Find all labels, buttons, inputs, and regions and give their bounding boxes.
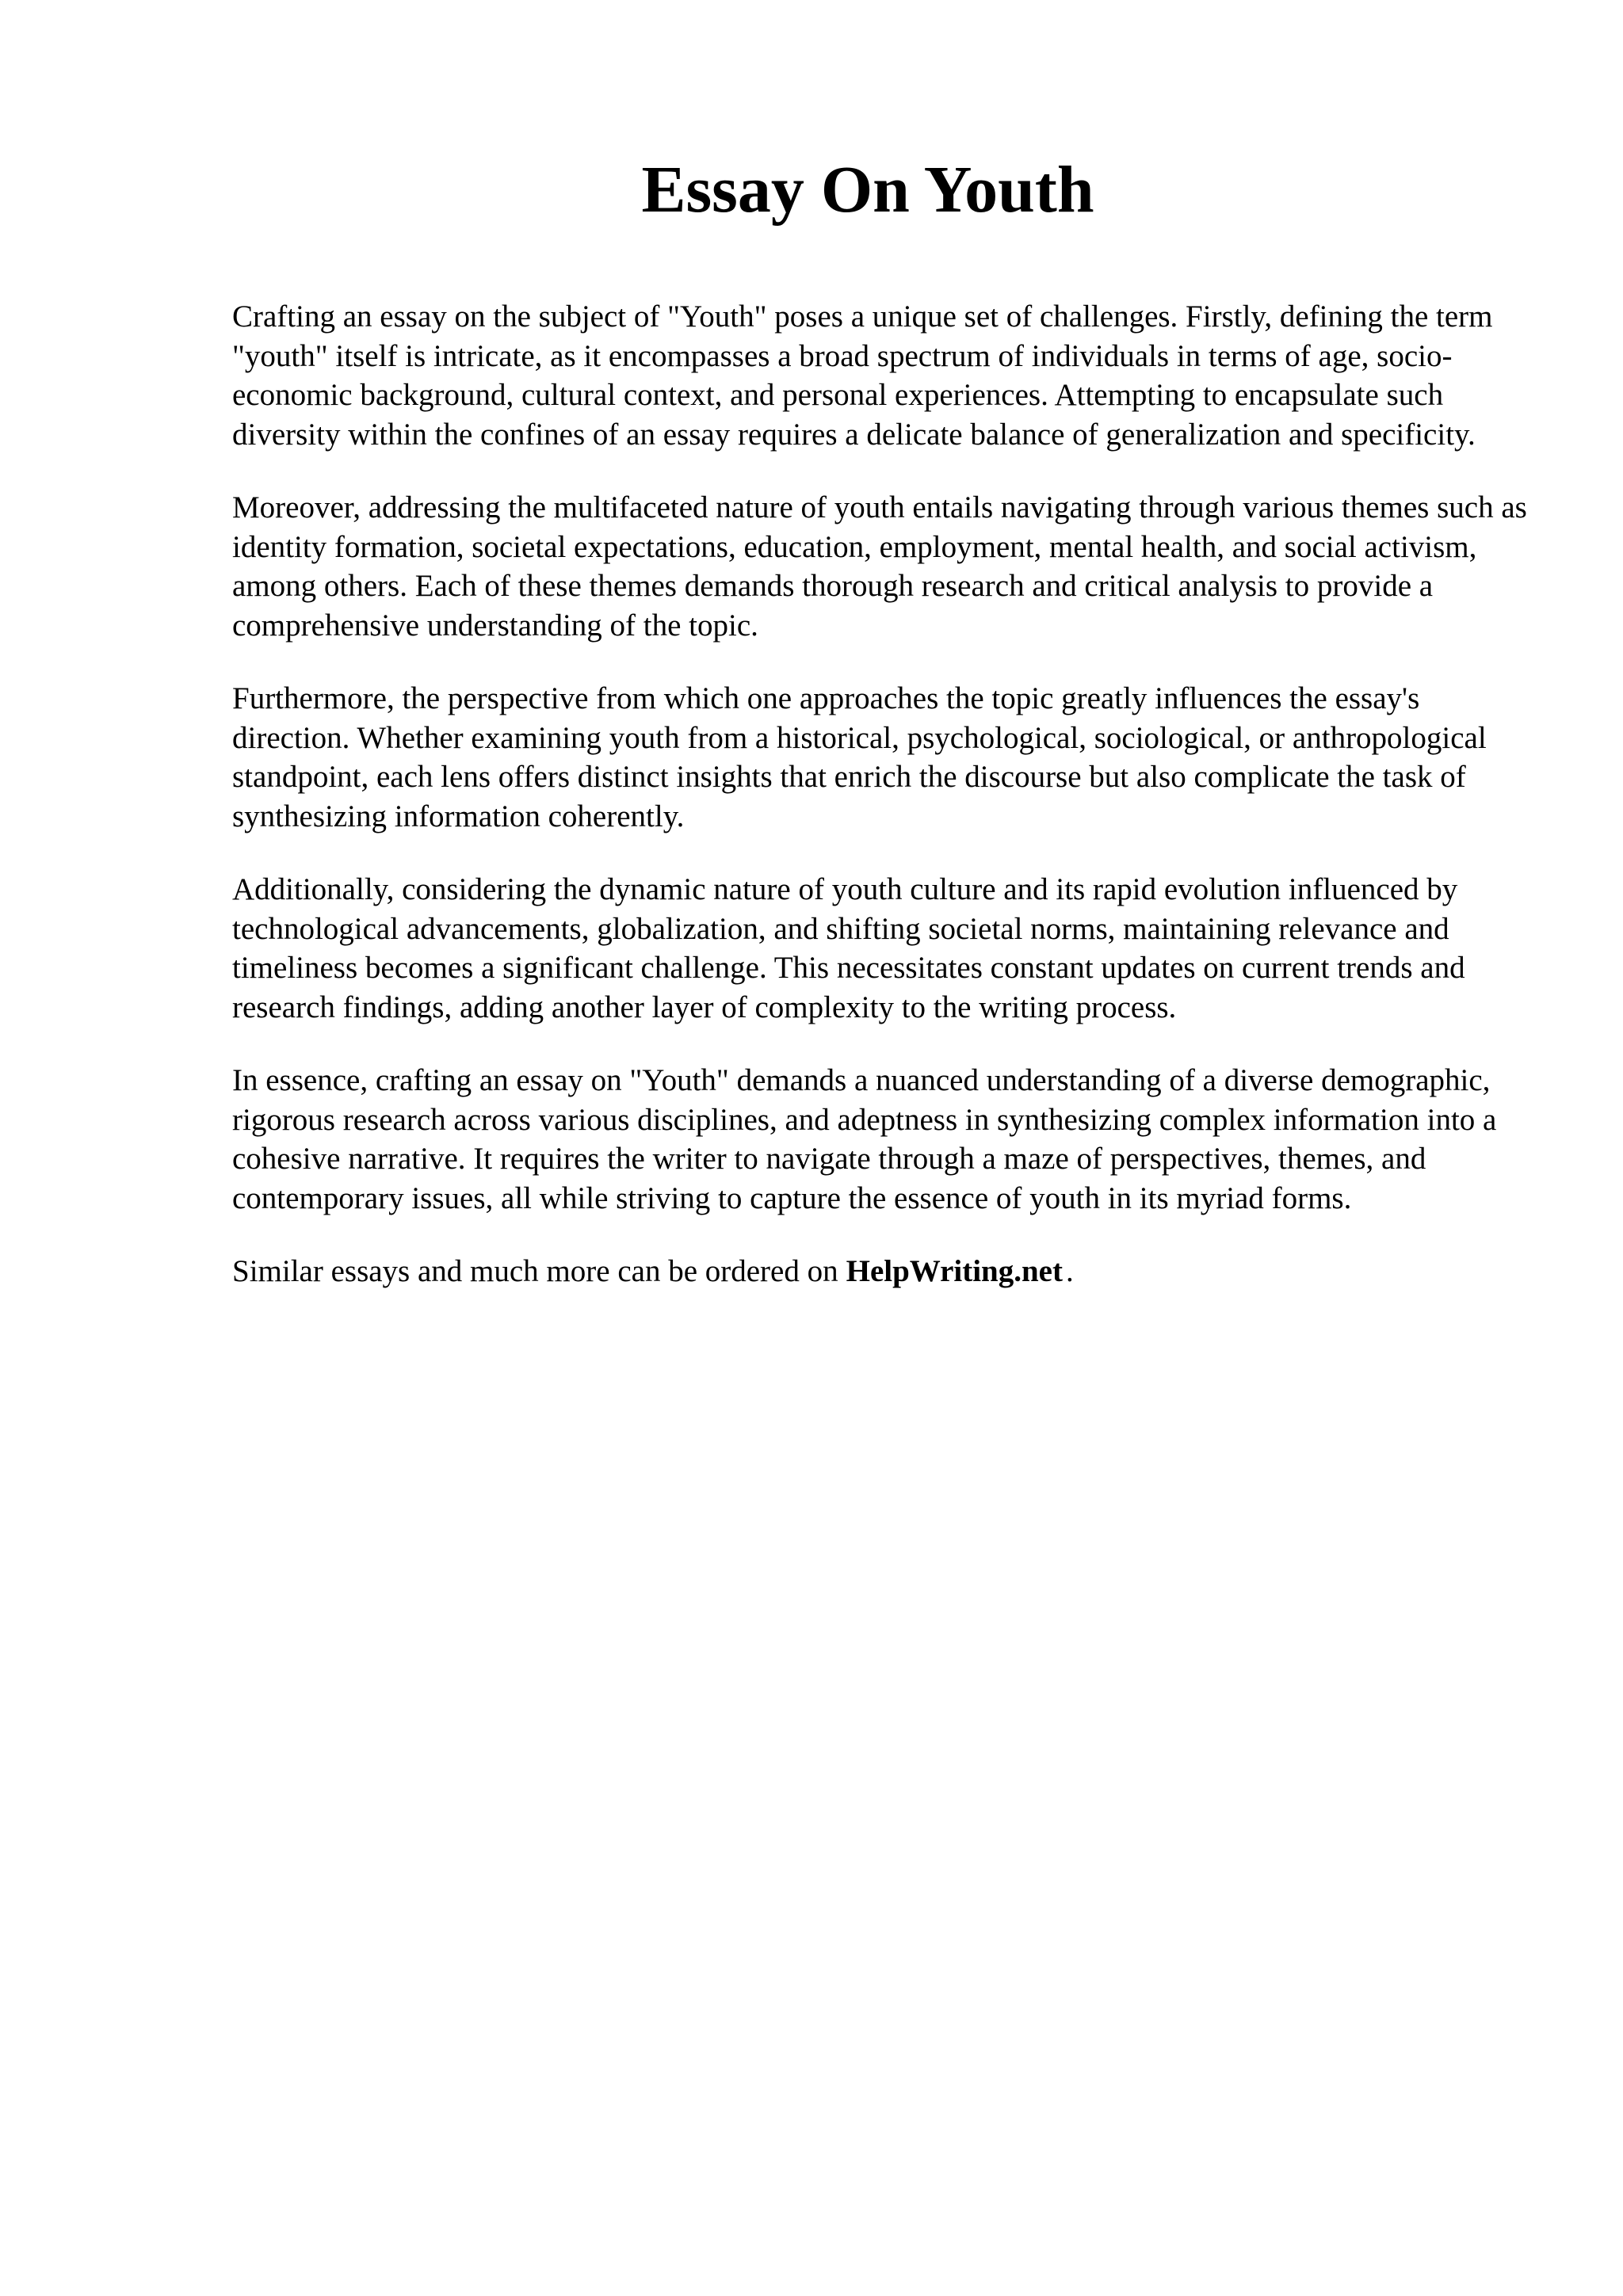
helpwriting-link[interactable]: HelpWriting.net [846, 1254, 1063, 1288]
closing-line [232, 1252, 1532, 1291]
essay-paragraph: Additionally, considering the dynamic nature of youth culture and its rapid evolution influenced by technological advancements, globalization, and shifting societal norms, maintaining relevance and timeliness becomes a significant challenge. This necessitates constant updates on current trends and research findings, adding another layer of complexity to the writing process. [232, 872, 1465, 1024]
page-title: Essay On Youth [641, 153, 1094, 227]
essay-body [232, 297, 1532, 1291]
essay-paragraph: In essence, crafting an essay on "Youth" demands a nuanced understanding of a diverse demographic, rigorous research across various disciplines, and adeptness in synthesizing complex information into a cohesive narrative. It requires the writer to navigate through a maze of perspectives, themes, and contemporary issues, all while striving to capture the essence of youth in its myriad forms. [232, 1063, 1497, 1215]
essay-paragraph: Crafting an essay on the subject of "Youth" poses a unique set of challenges. Firstly, defining the term "youth" itself is intricate, as it encompasses a broad spectrum of individuals in terms of age, socio-economic background, cultural context, and personal experiences. Attempting to encapsulate such diversity within the confines of an essay requires a delicate balance of generalization and specificity. [232, 299, 1493, 452]
essay-paragraph: Furthermore, the perspective from which one approaches the topic greatly influences the essay's direction. Whether examining youth from a historical, psychological, sociological, or anthropological standpoint, each lens offers distinct insights that enrich the discourse but also complicate the task of synthesizing information coherently. [232, 681, 1487, 833]
closing-period: . [1065, 1254, 1074, 1288]
closing-text: Similar essays and much more can be ordered on [232, 1254, 838, 1288]
essay-paragraph: Moreover, addressing the multifaceted nature of youth entails navigating through various themes such as identity formation, societal expectations, education, employment, mental health, and social activism, among others. Each of these themes demands thorough research and critical analysis to provide a comprehensive understanding of the topic. [232, 490, 1527, 643]
